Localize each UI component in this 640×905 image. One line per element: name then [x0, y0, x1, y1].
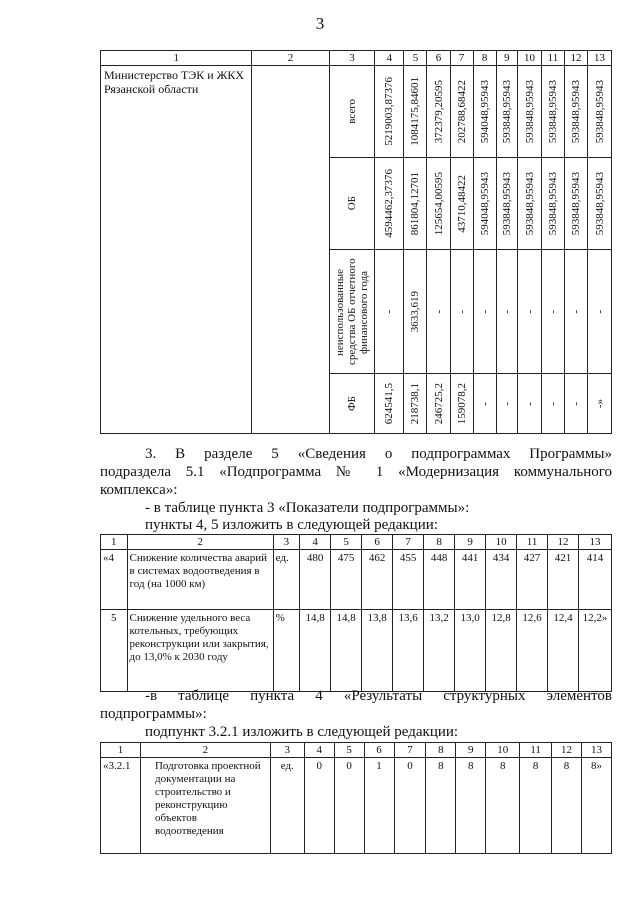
header-cell: 1: [101, 535, 128, 550]
result-name: Подготовка проектной документации на строительство и реконструкцию объектов водоотведения: [140, 758, 270, 854]
table-header-row: [101, 51, 612, 66]
header-cell: 12: [552, 743, 582, 758]
header-cell: 1: [101, 743, 141, 758]
header-cell: 6: [364, 743, 394, 758]
value-cell: 593848,95943: [546, 79, 559, 144]
value-cell: 8: [456, 758, 486, 854]
header-cell: 2: [252, 51, 329, 66]
row-label: ОБ: [345, 196, 358, 211]
header-cell: 6: [362, 535, 393, 550]
paragraph-line: комплекса»:: [100, 482, 178, 498]
value-cell: 4594462,37376: [383, 169, 396, 238]
value-cell: 593848,95943: [593, 79, 606, 144]
indicators-table: [100, 534, 612, 692]
header-cell: 2: [127, 535, 273, 550]
header-cell: 4: [304, 743, 334, 758]
table-row: [101, 66, 612, 158]
header-cell: 10: [518, 51, 542, 66]
header-cell: 13: [588, 51, 612, 66]
header-cell: 10: [486, 743, 520, 758]
indicator-name: Снижение количества аварий в системах водоотведения в год (на 1000 км): [127, 550, 273, 610]
value-cell: 480: [300, 550, 331, 610]
value-cell: -: [523, 401, 536, 406]
value-cell: 593848,95943: [570, 79, 583, 144]
header-cell: 9: [455, 535, 486, 550]
value-cell: 0: [394, 758, 426, 854]
value-cell: 861804,12701: [409, 171, 422, 236]
header-cell: 2: [140, 743, 270, 758]
value-cell: 8: [486, 758, 520, 854]
value-cell: 1: [364, 758, 394, 854]
value-cell: 8»: [581, 758, 611, 854]
header-cell: 5: [334, 743, 364, 758]
value-cell: 593848,95943: [500, 171, 513, 236]
row-number: «4: [101, 550, 128, 610]
value-cell: -: [570, 309, 583, 314]
header-cell: 13: [579, 535, 612, 550]
header-cell: 3: [273, 535, 300, 550]
table-header-row: [101, 743, 612, 758]
value-cell: 434: [486, 550, 517, 610]
paragraph-line: -в таблице пункта 4 «Результаты структурных элементов: [145, 688, 612, 704]
value-cell: 421: [548, 550, 579, 610]
empty-cell: [252, 66, 329, 434]
value-cell: -: [478, 401, 491, 406]
unit-cell: ед.: [270, 758, 304, 854]
header-cell: 10: [486, 535, 517, 550]
value-cell: -: [593, 309, 606, 314]
row-label: ФБ: [345, 395, 358, 411]
value-cell: -: [383, 309, 396, 314]
value-cell: 372379,20595: [432, 79, 445, 144]
value-cell: -: [546, 309, 559, 314]
header-cell: 11: [520, 743, 552, 758]
header-cell: 3: [329, 51, 375, 66]
header-cell: 7: [393, 535, 424, 550]
value-cell: -»: [593, 398, 606, 409]
header-cell: 11: [517, 535, 548, 550]
paragraph-line: подпункт 3.2.1 изложить в следующей редакции:: [145, 724, 459, 740]
value-cell: 218738,1: [409, 382, 422, 425]
budget-table: [100, 50, 612, 434]
unit-cell: %: [273, 610, 300, 692]
header-cell: 8: [424, 535, 455, 550]
value-cell: 593848,95943: [523, 79, 536, 144]
table-row: [101, 610, 612, 692]
value-cell: 593848,95943: [523, 171, 536, 236]
paragraph-line: подраздела 5.1 «Подпрограмма № 1 «Модернизация коммунального: [100, 464, 612, 480]
value-cell: 202788,68422: [455, 79, 468, 144]
value-cell: -: [500, 401, 513, 406]
value-cell: 8: [520, 758, 552, 854]
value-cell: 12,6: [517, 610, 548, 692]
value-cell: 13,6: [393, 610, 424, 692]
paragraph-line: подпрограммы»:: [100, 706, 207, 722]
results-table: [100, 742, 612, 854]
value-cell: 13,2: [424, 610, 455, 692]
value-cell: 455: [393, 550, 424, 610]
value-cell: 14,8: [331, 610, 362, 692]
header-cell: 4: [300, 535, 331, 550]
value-cell: 5219003,87376: [383, 77, 396, 146]
value-cell: -: [546, 401, 559, 406]
value-cell: 593848,95943: [570, 171, 583, 236]
unit-cell: ед.: [273, 550, 300, 610]
value-cell: 8: [552, 758, 582, 854]
value-cell: 246725,2: [432, 382, 445, 425]
table-row: [101, 550, 612, 610]
value-cell: 12,4: [548, 610, 579, 692]
value-cell: 593848,95943: [546, 171, 559, 236]
value-cell: 593848,95943: [500, 79, 513, 144]
header-cell: 9: [496, 51, 518, 66]
value-cell: 159078,2: [455, 382, 468, 425]
value-cell: 43710,48422: [455, 174, 468, 233]
header-cell: 11: [541, 51, 564, 66]
header-cell: 9: [456, 743, 486, 758]
header-cell: 5: [404, 51, 427, 66]
value-cell: 594048,95943: [478, 79, 491, 144]
header-cell: 3: [270, 743, 304, 758]
header-cell: 7: [394, 743, 426, 758]
header-cell: 8: [426, 743, 456, 758]
ministry-cell: Министерство ТЭК и ЖКХ Рязанской области: [101, 66, 252, 434]
header-cell: 12: [565, 51, 588, 66]
header-cell: 13: [581, 743, 611, 758]
paragraph-line: - в таблице пункта 3 «Показатели подпрограммы»:: [145, 500, 470, 516]
row-number: 5: [101, 610, 128, 692]
value-cell: 0: [334, 758, 364, 854]
value-cell: 475: [331, 550, 362, 610]
header-cell: 12: [548, 535, 579, 550]
value-cell: 8: [426, 758, 456, 854]
header-cell: 8: [473, 51, 496, 66]
paragraph-line: 3. В разделе 5 «Сведения о подпрограммах Программы»: [145, 446, 612, 462]
value-cell: -: [523, 309, 536, 314]
header-cell: 1: [101, 51, 252, 66]
table-row: [101, 758, 612, 854]
header-cell: 5: [331, 535, 362, 550]
table-header-row: [101, 535, 612, 550]
row-label: неиспользованные средства ОБ отчетного финансового года: [333, 258, 370, 365]
row-label: всего: [345, 99, 358, 124]
value-cell: -: [455, 309, 468, 314]
header-cell: 7: [450, 51, 473, 66]
value-cell: 13,0: [455, 610, 486, 692]
value-cell: 125654,00595: [432, 171, 445, 236]
value-cell: 448: [424, 550, 455, 610]
value-cell: 12,8: [486, 610, 517, 692]
value-cell: 462: [362, 550, 393, 610]
paragraph-line: пункты 4, 5 изложить в следующей редакции:: [145, 517, 438, 533]
value-cell: 594048,95943: [478, 171, 491, 236]
value-cell: 414: [579, 550, 612, 610]
value-cell: 3633,619: [409, 290, 422, 333]
header-cell: 6: [427, 51, 450, 66]
row-number: «3.2.1: [101, 758, 141, 854]
value-cell: 441: [455, 550, 486, 610]
value-cell: 12,2»: [579, 610, 612, 692]
page-number: 3: [315, 14, 325, 33]
value-cell: 13,8: [362, 610, 393, 692]
value-cell: 14,8: [300, 610, 331, 692]
value-cell: 624541,5: [383, 382, 396, 425]
value-cell: 1084175,84601: [409, 77, 422, 146]
value-cell: 0: [304, 758, 334, 854]
value-cell: -: [478, 309, 491, 314]
value-cell: -: [570, 401, 583, 406]
value-cell: 593848,95943: [593, 171, 606, 236]
value-cell: 427: [517, 550, 548, 610]
indicator-name: Снижение удельного веса котельных, требующих реконструкции или закрытия, до 13,0% к 2030 году: [127, 610, 273, 692]
header-cell: 4: [375, 51, 404, 66]
value-cell: -: [432, 309, 445, 314]
value-cell: -: [500, 309, 513, 314]
